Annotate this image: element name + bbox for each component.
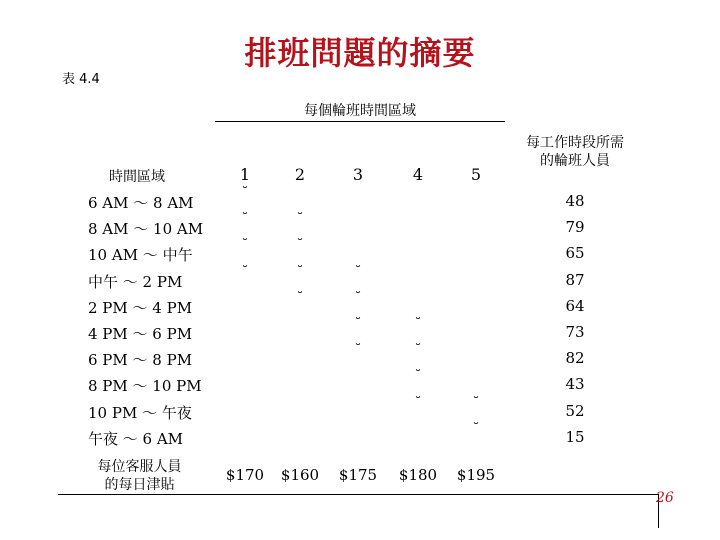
shift-mark: ˘ [414, 394, 422, 411]
time-region-label: 6 AM ～ 8 AM [88, 194, 194, 212]
page-title: 排班問題的摘要 [244, 34, 476, 72]
shift-region-header: 每個輪班時間區域 [304, 103, 416, 119]
staff-need-value: 64 [565, 296, 585, 315]
allowance-cost-4: $180 [398, 466, 438, 484]
shift-mark: ˘ [414, 342, 422, 359]
time-region-label: 6 PM ～ 8 PM [88, 351, 193, 370]
staff-need-value: 48 [565, 192, 585, 210]
staff-need-header-line2: 的輪班人員 [540, 153, 610, 169]
shift-mark: ˘ [354, 263, 362, 280]
time-region-label: 10 AM ～ 中午 [88, 246, 193, 265]
time-region-label: 2 PM ～ 4 PM [88, 298, 193, 317]
time-region-header: 時間區域 [109, 169, 165, 185]
table-label: 表 4.4 [62, 72, 100, 87]
shift-number-4: 4 [412, 165, 424, 184]
staff-need-value: 65 [565, 244, 585, 263]
staff-need-header [505, 134, 645, 170]
time-region-label: 午夜 ～ 6 AM [88, 429, 184, 448]
time-region-label: 中午 ～ 2 PM [88, 272, 183, 291]
allowance-cost-2: $160 [280, 466, 320, 484]
daily-allowance-label-line1: 每位客服人員 [97, 459, 182, 475]
shift-number-5: 5 [470, 165, 482, 184]
staff-need-value: 43 [565, 375, 585, 394]
shift-number-3: 3 [352, 165, 364, 184]
time-region-label: 8 AM ～ 10 AM [88, 220, 204, 239]
bottom-rule [58, 494, 658, 495]
shift-mark: ˘ [354, 316, 362, 332]
shift-mark: ˘ [296, 237, 304, 254]
daily-allowance-label-line2: 的每日津貼 [104, 477, 175, 493]
shift-mark: ˘ [241, 263, 249, 280]
shift-mark: ˘ [354, 342, 362, 359]
shift-number-1: 1 [239, 165, 251, 184]
shift-mark: ˘ [296, 289, 304, 306]
shift-mark: ˘ [241, 237, 249, 254]
shift-mark: ˘ [414, 316, 422, 332]
daily-allowance-label [62, 458, 217, 494]
allowance-cost-5: $195 [456, 466, 496, 484]
shift-number-2: 2 [294, 165, 306, 184]
staff-need-value: 73 [565, 323, 585, 341]
shift-mark: ˘ [241, 185, 249, 201]
page-number: 26 [656, 490, 674, 506]
staff-need-header-line1: 每工作時段所需 [526, 135, 624, 151]
shift-mark: ˘ [296, 211, 304, 228]
staff-need-value: 82 [565, 349, 585, 368]
allowance-cost-1: $170 [225, 466, 265, 484]
time-region-label: 8 PM ～ 10 PM [88, 377, 202, 396]
shift-mark: ˘ [354, 289, 362, 306]
shift-mark: ˘ [472, 394, 480, 411]
shift-mark: ˘ [414, 368, 422, 385]
time-region-label: 4 PM ～ 6 PM [88, 325, 193, 343]
staff-need-value: 87 [565, 270, 585, 289]
header-underline [215, 121, 505, 122]
staff-need-value: 79 [565, 218, 585, 237]
staff-need-value: 15 [565, 427, 585, 446]
shift-mark: ˘ [472, 420, 480, 437]
staff-need-value: 52 [565, 401, 585, 420]
shift-mark: ˘ [241, 211, 249, 228]
shift-mark: ˘ [296, 263, 304, 280]
allowance-cost-3: $175 [338, 466, 378, 484]
time-region-label: 10 PM ～ 午夜 [88, 403, 192, 422]
